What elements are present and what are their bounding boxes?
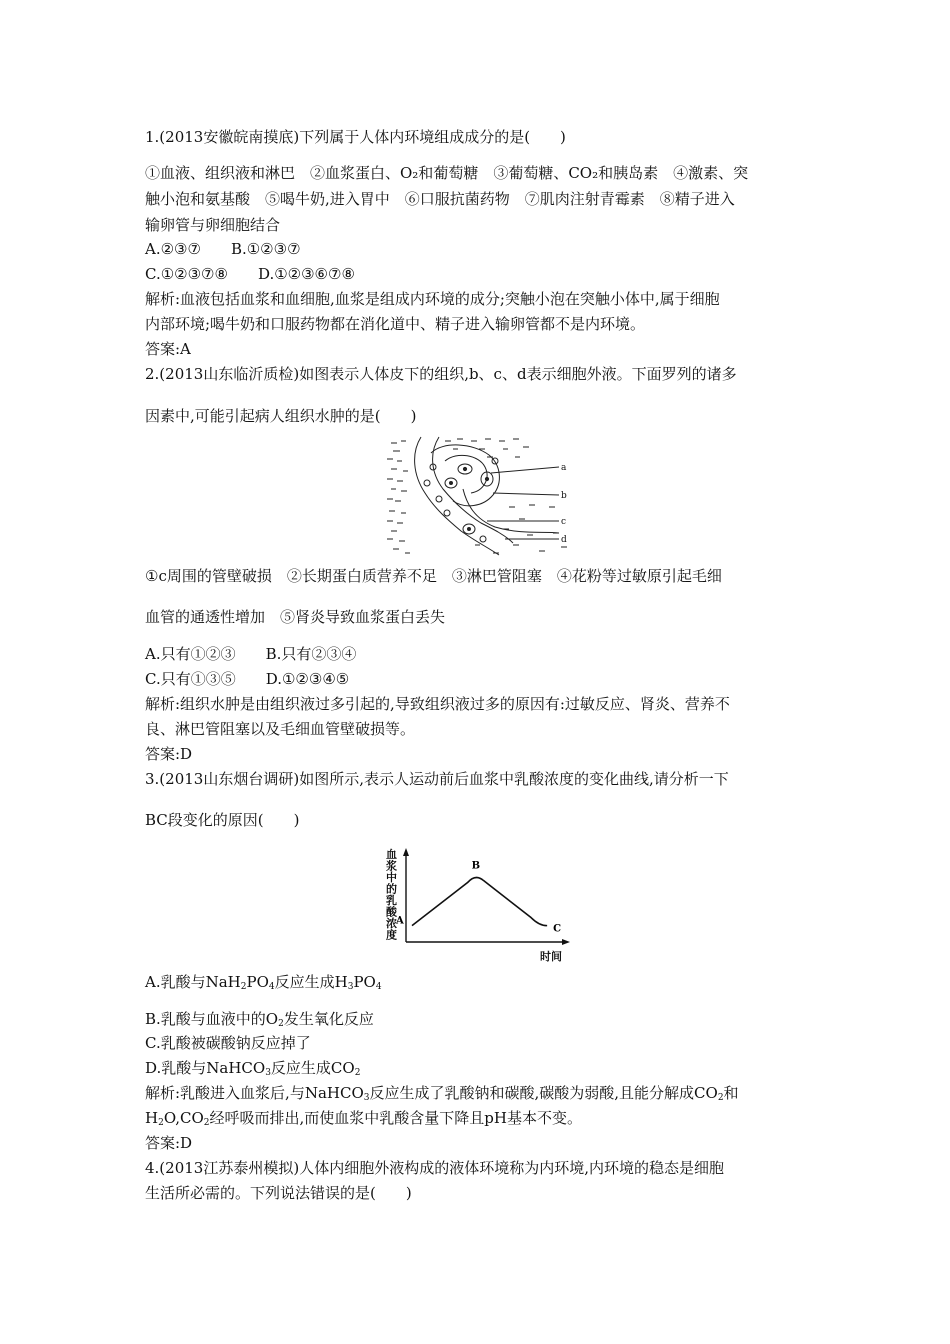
q4-stem-line2: 生活所必需的。下列说法错误的是( ) <box>145 1184 412 1202</box>
q3-option-a: A.乳酸与$NaH_2PO_4$反应生成$H_3PO_4$ <box>145 973 382 992</box>
q1-analysis-line2: 内部环境;喝牛奶和口服药物都在消化道中、精子进入输卵管都不是内环境。 <box>145 315 646 333</box>
tissue-diagram <box>383 435 583 560</box>
y-axis-arrow <box>403 848 409 856</box>
q4-stem-line1: 4.(2013江苏泰州模拟)人体内细胞外液构成的液体环境称为内环境,内环境的稳态是细胞 <box>145 1159 724 1177</box>
q2-analysis-line2: 良、淋巴管阻塞以及毛细血管壁破损等。 <box>145 720 416 738</box>
q3-option-d: D.乳酸与NaHCO$_3$反应生成$CO_2$ <box>145 1059 361 1078</box>
q3-analysis-line2: $H_2O,CO_2$经呼吸而排出,而使血浆中乳酸含量下降且pH基本不变。 <box>145 1109 582 1128</box>
point-label-c: C <box>553 923 562 935</box>
q1-answer: 答案:A <box>145 340 191 358</box>
q1-options-cd: C.①②③⑦⑧ D.①②③⑥⑦⑧ <box>145 265 355 283</box>
q1-analysis-line1: 解析:血液包括血浆和血细胞,血浆是组成内环境的成分;突触小泡在突触小体中,属于细胞 <box>145 290 720 308</box>
q3-option-b: B.乳酸与血液中的$O_2$发生氧化反应 <box>145 1010 374 1029</box>
q2-items-line2: 血管的通透性增加 ⑤肾炎导致血浆蛋白丢失 <box>145 608 446 626</box>
diagram-label-c: c <box>561 517 567 527</box>
diagram-label-a: a <box>561 463 567 473</box>
lactate-chart <box>378 842 578 966</box>
q3-analysis-line1: 解析:乳酸进入血浆后,与NaHCO$_3$反应生成了乳酸钠和碳酸,碳酸为弱酸,且能分解成$CO_2$和 <box>145 1084 739 1103</box>
q1-items-line1: ①血液、组织液和淋巴 ②血浆蛋白、O₂和葡萄糖 ③葡萄糖、CO₂和胰岛素 ④激素、突 <box>145 164 749 182</box>
q1-options-ab: A.②③⑦ B.①②③⑦ <box>145 240 301 258</box>
q2-answer: 答案:D <box>145 745 193 763</box>
q3-answer: 答案:D <box>145 1134 193 1152</box>
point-label-b: B <box>471 860 481 872</box>
q3-option-c: C.乳酸被碳酸钠反应掉了 <box>145 1034 311 1052</box>
y-axis-label: 血浆中的乳酸浓度 <box>386 848 397 942</box>
q2-stem-line2: 因素中,可能引起病人组织水肿的是( ) <box>145 407 417 425</box>
q3-stem-line1: 3.(2013山东烟台调研)如图所示,表示人运动前后血浆中乳酸浓度的变化曲线,请分析一下 <box>145 770 729 788</box>
diagram-label-b: b <box>561 491 567 501</box>
lactate-curve <box>412 877 547 925</box>
q3-stem-line2: BC段变化的原因( ) <box>145 811 300 829</box>
x-axis-arrow <box>562 939 570 945</box>
q2-items-line1: ①c周围的管壁破损 ②长期蛋白质营养不足 ③淋巴管阻塞 ④花粉等过敏原引起毛细 <box>145 567 722 585</box>
q1-items-line2: 触小泡和氨基酸 ⑤喝牛奶,进入胃中 ⑥口服抗菌药物 ⑦肌肉注射青霉素 ⑧精子进入 <box>145 190 735 208</box>
q2-stem-line1: 2.(2013山东临沂质检)如图表示人体皮下的组织,b、c、d表示细胞外液。下面罗列的诸多 <box>145 365 737 383</box>
vessel-inner-wall <box>433 437 513 543</box>
q2-options-cd: C.只有①③⑤ D.①②③④⑤ <box>145 670 350 688</box>
x-axis-label: 时间 <box>540 950 562 963</box>
tissue-fluid-dashes <box>387 439 567 553</box>
q1-items-line3: 输卵管与卵细胞结合 <box>145 216 281 234</box>
lymph-duct <box>463 489 559 533</box>
q2-analysis-line1: 解析:组织水肿是由组织液过多引起的,导致组织液过多的原因有:过敏反应、肾炎、营养不 <box>145 695 730 713</box>
diagram-label-d: d <box>561 535 567 545</box>
vessel-outer-wall <box>415 437 499 555</box>
q1-stem: 1.(2013安徽皖南摸底)下列属于人体内环境组成成分的是( ) <box>145 128 566 146</box>
point-label-a: A <box>396 915 404 927</box>
q2-options-ab: A.只有①②③ B.只有②③④ <box>145 645 357 663</box>
